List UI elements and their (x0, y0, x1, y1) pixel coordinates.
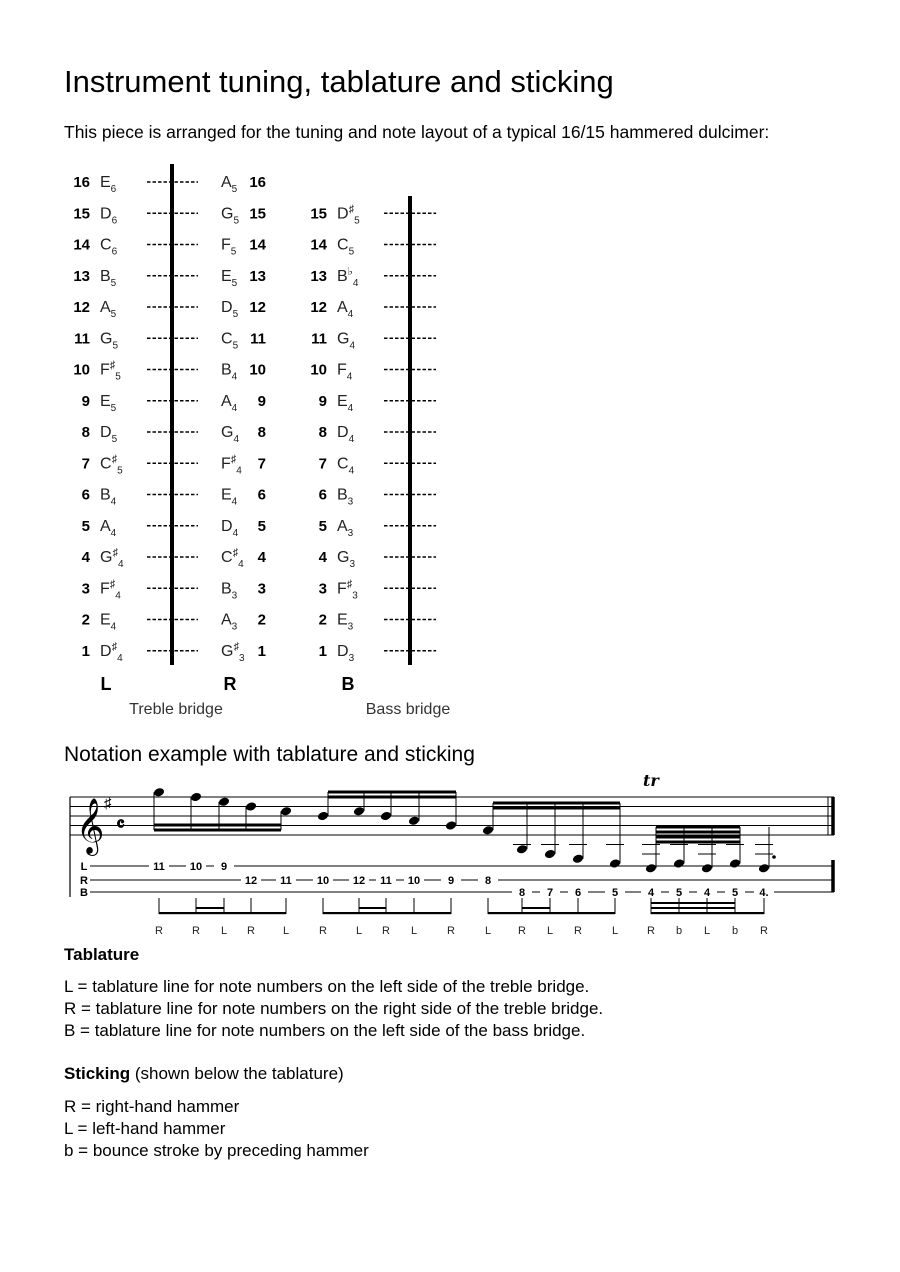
note-number: 7 (257, 455, 266, 473)
note-number: 10 (310, 361, 327, 379)
tab-number: 11 (280, 875, 292, 887)
note-name: $A_3$ (221, 611, 238, 633)
note-name: $F_4$ (337, 361, 353, 383)
note-number: 11 (311, 330, 327, 348)
tablature-legend-r: R = tablature line for note numbers on the right side of the treble bridge. (64, 999, 604, 1018)
note-head (516, 844, 528, 855)
note-number: 8 (257, 424, 266, 441)
note-head (445, 820, 457, 831)
sticking-letter: L (703, 925, 711, 937)
tab-number: 4. (759, 887, 769, 899)
tab-number: 12 (244, 875, 258, 887)
tab-number: 7 (546, 887, 554, 899)
beam (154, 829, 281, 832)
note-name: $E_6$ (100, 174, 117, 195)
tab-line-label: L (80, 861, 88, 873)
treble-clef-icon: 𝄞 (76, 798, 105, 854)
sticking-letter: R (247, 925, 255, 937)
note-head (190, 792, 202, 803)
sticking-letter: R (319, 925, 327, 937)
tab-number: 11 (153, 861, 165, 873)
sticking-letter: R (760, 925, 768, 937)
note-number: 12 (73, 299, 90, 316)
note-number: 2 (318, 611, 327, 629)
note-name: $A_3$ (337, 517, 354, 539)
beam (656, 826, 740, 829)
note-name: $C_6$ (100, 236, 118, 258)
note-number: 7 (81, 455, 90, 473)
dot (772, 855, 776, 859)
sticking-heading-bold: Sticking (64, 1064, 131, 1083)
note-head (729, 858, 741, 869)
beam (656, 831, 740, 834)
tab-line-label: B (80, 887, 88, 899)
note-head (218, 796, 230, 807)
sticking-heading-rest: (shown below the tablature) (130, 1064, 344, 1083)
tab-beam (159, 912, 286, 914)
note-head (758, 863, 770, 874)
tablature-legend-b: B = tablature line for note numbers on the left side of the bass bridge. (64, 1021, 586, 1040)
note-number: 5 (318, 517, 327, 535)
note-name: $F^♯_5$ (100, 359, 121, 383)
note-head (609, 858, 621, 869)
tab-line-label: R (80, 875, 88, 887)
sticking-heading (64, 1063, 344, 1085)
note-head (408, 815, 420, 826)
note-name: $C_5$ (221, 330, 239, 352)
note-number: 6 (318, 486, 327, 504)
note-name: $G_4$ (221, 424, 240, 445)
note-name: $B_5$ (100, 267, 117, 289)
note-name: $C^♯_4$ (221, 547, 244, 570)
tab-beam (651, 912, 735, 914)
tablature-legend-l: L = tablature line for note numbers on the left side of the treble bridge. (64, 977, 590, 996)
beam (656, 836, 740, 839)
tab-number: 6 (574, 887, 582, 899)
note-name: $B^♭_4$ (337, 265, 359, 289)
tab-number: 10 (189, 861, 203, 873)
note-name: $G^♯_3$ (221, 640, 245, 664)
note-name: $D_5$ (221, 299, 239, 320)
sticking-letter: b (731, 925, 739, 937)
sticking-legend-l: L = left-hand hammer (64, 1119, 226, 1138)
tab-number: 10 (316, 875, 330, 887)
tab-number: 8 (518, 887, 526, 899)
note-name: $G^♯_4$ (100, 547, 124, 570)
note-number: 1 (257, 642, 266, 660)
sticking-letter: L (282, 925, 290, 937)
sticking-letter: L (484, 925, 492, 937)
note-head (544, 849, 556, 860)
note-name: $F_5$ (221, 236, 237, 258)
note-number: 8 (318, 424, 327, 441)
note-number: 3 (81, 580, 90, 598)
note-number: 1 (318, 642, 327, 660)
page-title: Instrument tuning, tablature and sticking (64, 64, 614, 99)
sticking-letter: R (447, 925, 455, 937)
note-head (353, 806, 365, 817)
sharp-icon: ♯ (104, 795, 112, 812)
tab-number: 4 (703, 887, 711, 899)
note-name: $A_4$ (100, 517, 117, 539)
note-number: 15 (73, 205, 90, 223)
note-name: $G_5$ (221, 205, 240, 227)
note-number: 5 (81, 517, 90, 535)
note-name: $D_3$ (337, 642, 355, 664)
note-name: $A_5$ (100, 299, 117, 320)
note-number: 6 (257, 486, 266, 504)
intro-text: This piece is arranged for the tuning and note layout of a typical 16/15 hammered dulcimer: (64, 122, 770, 142)
tab-number: 9 (220, 861, 228, 873)
beam (493, 807, 620, 810)
tab-number: 5 (675, 887, 683, 899)
note-number: 13 (249, 267, 266, 285)
tablature-heading: Tablature (64, 945, 140, 964)
note-name: $C_4$ (337, 455, 355, 477)
note-head (317, 811, 329, 822)
note-number: 13 (310, 267, 327, 285)
note-number: 9 (81, 392, 90, 410)
tab-number: 5 (611, 887, 619, 899)
tab-number: 9 (447, 875, 455, 887)
note-number: 14 (249, 236, 266, 254)
sticking-letter: R (155, 925, 163, 937)
note-number: 7 (318, 455, 327, 473)
tab-number: 5 (731, 887, 739, 899)
beam (328, 796, 456, 799)
note-name: $E_5$ (221, 267, 238, 289)
note-number: 4 (318, 549, 327, 566)
tab-beam (488, 912, 615, 914)
tab-number: 11 (380, 875, 392, 887)
note-head (482, 825, 494, 836)
note-number: 9 (318, 392, 327, 410)
note-head (572, 853, 584, 864)
note-name: $B_4$ (100, 486, 117, 508)
note-name: $D_4$ (221, 517, 239, 539)
tab-number: 4 (647, 887, 655, 899)
note-name: $F^♯_4$ (100, 578, 121, 602)
beam (328, 791, 456, 794)
note-name: $D_5$ (100, 424, 118, 445)
note-head (245, 801, 257, 812)
common-time-icon: 𝄴 (116, 812, 125, 836)
beam (154, 824, 281, 827)
sticking-letter: R (647, 925, 655, 937)
sticking-letter: L (410, 925, 418, 937)
note-name: $B_4$ (221, 361, 238, 383)
note-name: $D_6$ (100, 205, 118, 227)
tab-beam (651, 902, 735, 904)
note-number: 15 (249, 205, 266, 223)
sticking-letter: R (192, 925, 200, 937)
note-name: $C_5$ (337, 236, 355, 258)
sticking-legend-b: b = bounce stroke by preceding hammer (64, 1141, 369, 1160)
note-number: 2 (257, 611, 266, 629)
tab-beam (196, 907, 224, 909)
sticking-letter: R (574, 925, 582, 937)
bridge-label: Bass bridge (365, 701, 451, 718)
notation-heading: Notation example with tablature and sticking (64, 743, 475, 766)
note-name: $C^♯_5$ (100, 453, 123, 477)
sticking-letter: b (675, 925, 683, 937)
note-name: $B_3$ (221, 580, 238, 602)
note-number: 14 (310, 236, 327, 254)
note-name: $G_3$ (337, 549, 356, 570)
note-name: $B_3$ (337, 486, 354, 508)
note-name: $E_5$ (100, 392, 117, 414)
sticking-letter: R (518, 925, 526, 937)
note-name: $D^♯_4$ (100, 640, 123, 664)
note-number: 13 (73, 267, 90, 285)
note-number: 16 (249, 174, 266, 191)
note-name: $E_3$ (337, 611, 354, 633)
tab-number: 10 (407, 875, 421, 887)
note-head (701, 863, 713, 874)
note-number: 10 (249, 361, 266, 379)
bridge-label: Treble bridge (129, 701, 223, 718)
note-name: $A_4$ (221, 392, 238, 414)
note-name: $F^♯_3$ (337, 578, 358, 602)
beam (493, 802, 620, 805)
note-number: 6 (81, 486, 90, 504)
note-number: 12 (310, 299, 327, 316)
note-number: 4 (81, 549, 90, 566)
note-number: 3 (257, 580, 266, 598)
tab-beam (522, 907, 550, 909)
bridge-letter: R (223, 674, 237, 694)
sticking-letter: R (382, 925, 390, 937)
note-number: 11 (74, 330, 90, 348)
bridge-letter: L (100, 674, 112, 694)
note-head (280, 806, 292, 817)
note-number: 9 (257, 392, 266, 410)
note-head (673, 858, 685, 869)
tab-number: 8 (484, 875, 492, 887)
note-number: 1 (81, 642, 90, 660)
tab-beam (651, 907, 735, 909)
note-number: 15 (310, 205, 327, 223)
note-name: $E_4$ (221, 486, 238, 508)
beam (656, 841, 740, 844)
note-name: $G_5$ (100, 330, 119, 352)
note-name: $F^♯_4$ (221, 453, 242, 477)
note-number: 14 (73, 236, 90, 254)
note-name: $E_4$ (337, 392, 354, 414)
bridge-letter: B (341, 674, 355, 694)
note-number: 2 (81, 611, 90, 629)
note-name: $E_4$ (100, 611, 117, 633)
trill-mark: tr (643, 771, 659, 790)
sticking-letter: L (611, 925, 619, 937)
sticking-letter: L (220, 925, 228, 937)
note-name: $A_4$ (337, 299, 354, 320)
tab-number: 12 (352, 875, 366, 887)
note-number: 11 (250, 330, 266, 348)
note-number: 8 (81, 424, 90, 441)
note-name: $D^♯_5$ (337, 203, 360, 227)
note-number: 3 (318, 580, 327, 598)
note-number: 10 (73, 361, 90, 379)
note-number: 4 (257, 549, 266, 566)
note-name: $G_4$ (337, 330, 356, 352)
sticking-letter: L (355, 925, 363, 937)
note-name: $D_4$ (337, 424, 355, 445)
note-number: 16 (73, 174, 90, 191)
sticking-letter: L (546, 925, 554, 937)
tab-beam (359, 907, 386, 909)
note-head (153, 787, 165, 798)
note-name: $A_5$ (221, 174, 238, 195)
note-head (645, 863, 657, 874)
note-number: 12 (249, 299, 266, 316)
note-head (380, 811, 392, 822)
note-number: 5 (257, 517, 266, 535)
tab-beam (323, 912, 451, 914)
sticking-legend-r: R = right-hand hammer (64, 1097, 240, 1116)
